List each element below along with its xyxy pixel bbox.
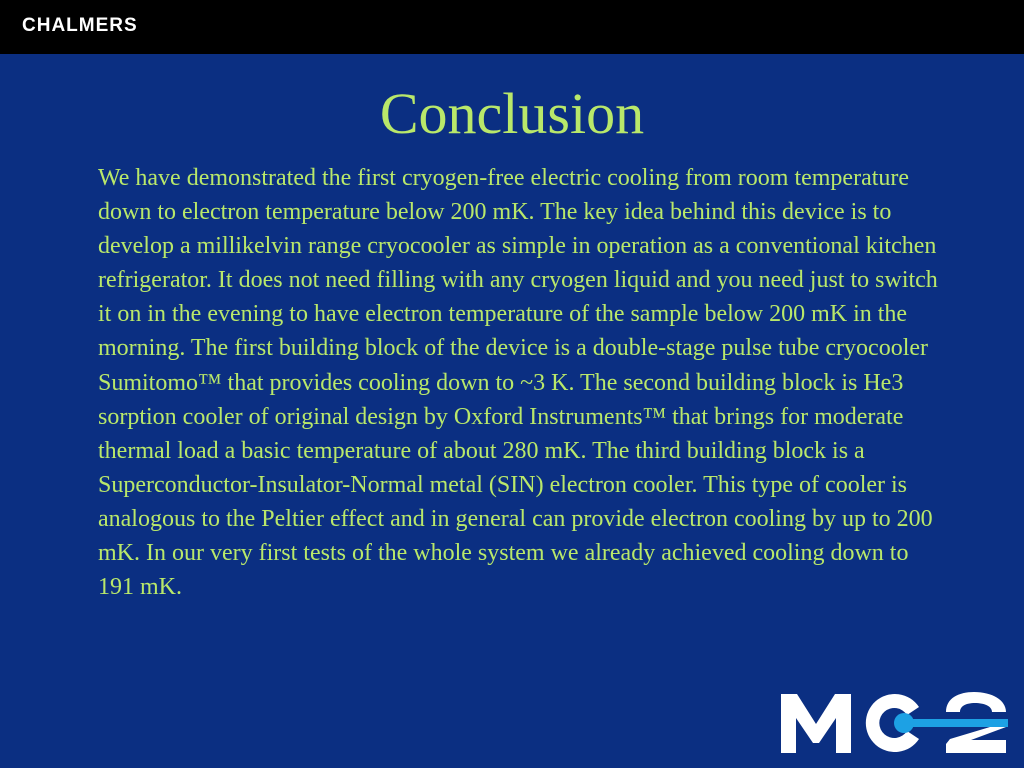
mc2-logo-mark — [781, 692, 1008, 753]
logo-letter-m — [781, 694, 851, 753]
conclusion-paragraph: We have demonstrated the first cryogen-free electric cooling from room temperature down to electron temperature below 200 mK. The key idea behind this device is to develop a millikelvin range cryocooler as simple in operation as a conventional kitchen refrigerator. It does not need filling with any cryogen liquid and you need just to switch it on in the evening to have electron temperature of the sample below 200 mK in the morning. The first building block of the device is a double-stage pulse tube cryocooler Sumitomo™ that provides cooling down to ~3 K. The second building block is He3 sorption cooler of original design by Oxford Instruments™ that brings for moderate thermal load a basic temperature of about 280 mK. The third building block is a Superconductor-Insulator-Normal metal (SIN) electron cooler. This type of cooler is analogous to the Peltier effect and in general can provide electron cooling by up to 200 mK. In our very first tests of the whole system we already achieved cooling down to 191 mK. — [98, 165, 938, 601]
header-bar — [0, 0, 1024, 54]
mc2-logo — [778, 688, 1014, 758]
chalmers-brand: CHALMERS — [22, 15, 138, 36]
logo-blue-line — [904, 719, 1008, 727]
slide-title: Conclusion — [379, 81, 645, 146]
